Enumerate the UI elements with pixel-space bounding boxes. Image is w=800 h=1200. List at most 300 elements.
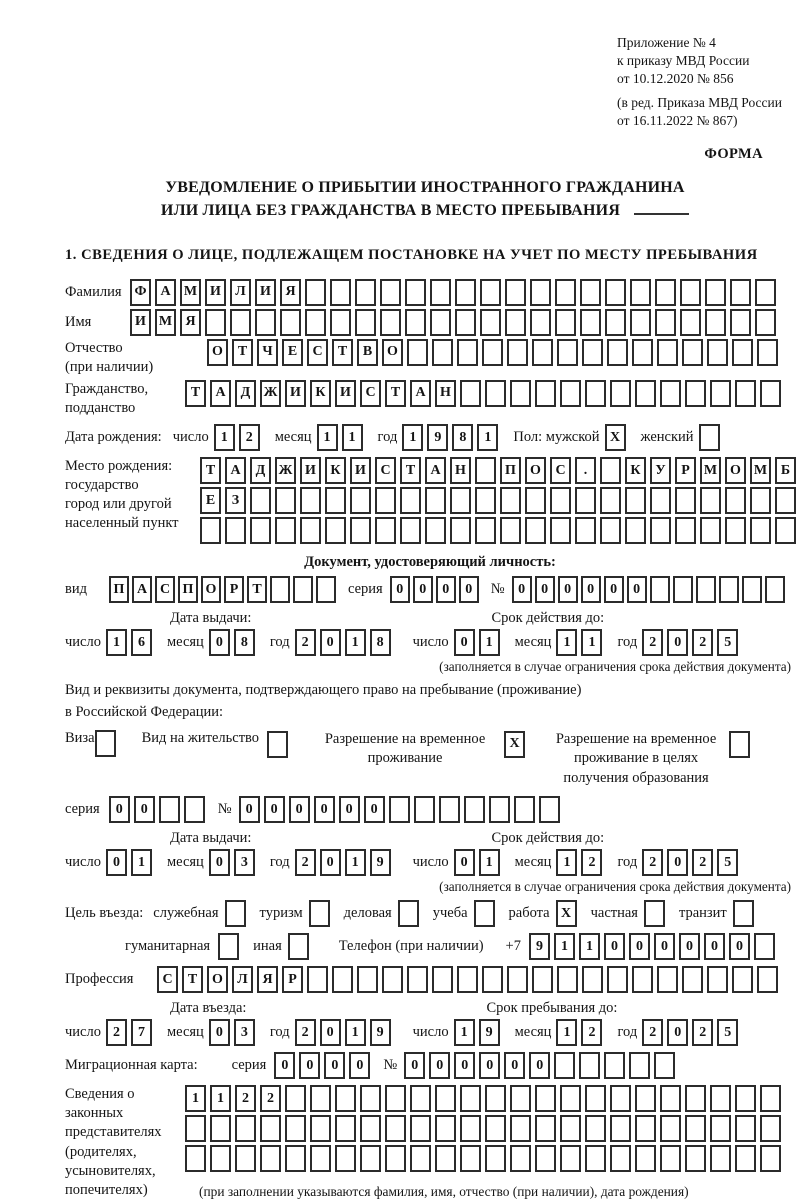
char-box[interactable] bbox=[435, 1115, 456, 1142]
char-box[interactable]: 0 bbox=[667, 629, 688, 656]
char-box[interactable]: П bbox=[109, 576, 129, 603]
char-box[interactable]: 5 bbox=[717, 849, 738, 876]
char-box[interactable] bbox=[765, 576, 785, 603]
char-box[interactable]: А bbox=[425, 457, 446, 484]
char-box[interactable] bbox=[275, 487, 296, 514]
char-box[interactable]: X bbox=[504, 731, 525, 758]
char-box[interactable]: 0 bbox=[109, 796, 130, 823]
char-box[interactable] bbox=[575, 487, 596, 514]
char-box[interactable] bbox=[675, 517, 696, 544]
char-box[interactable] bbox=[400, 487, 421, 514]
char-box[interactable] bbox=[555, 309, 576, 336]
char-box[interactable] bbox=[407, 339, 428, 366]
char-box[interactable] bbox=[557, 966, 578, 993]
char-box[interactable]: 0 bbox=[581, 576, 601, 603]
char-box[interactable]: 0 bbox=[667, 849, 688, 876]
char-box[interactable]: 0 bbox=[558, 576, 578, 603]
char-box[interactable]: Ж bbox=[260, 380, 281, 407]
char-box[interactable] bbox=[430, 279, 451, 306]
char-box[interactable]: X bbox=[605, 424, 626, 451]
purpose-other-checkbox[interactable] bbox=[288, 933, 313, 960]
char-box[interactable] bbox=[710, 1115, 731, 1142]
char-box[interactable] bbox=[705, 309, 726, 336]
char-box[interactable] bbox=[405, 309, 426, 336]
char-box[interactable]: 0 bbox=[729, 933, 750, 960]
char-box[interactable]: О bbox=[525, 457, 546, 484]
char-box[interactable] bbox=[560, 1145, 581, 1172]
char-box[interactable] bbox=[660, 1085, 681, 1112]
char-box[interactable]: И bbox=[335, 380, 356, 407]
char-box[interactable]: 2 bbox=[692, 1019, 713, 1046]
char-box[interactable]: 5 bbox=[717, 1019, 738, 1046]
char-box[interactable] bbox=[185, 1115, 206, 1142]
char-box[interactable] bbox=[485, 1115, 506, 1142]
char-box[interactable] bbox=[375, 487, 396, 514]
char-box[interactable]: Н bbox=[435, 380, 456, 407]
char-box[interactable]: И bbox=[205, 279, 226, 306]
char-box[interactable]: 6 bbox=[131, 629, 152, 656]
char-box[interactable] bbox=[250, 517, 271, 544]
char-box[interactable] bbox=[385, 1145, 406, 1172]
char-box[interactable] bbox=[729, 731, 750, 758]
char-box[interactable]: П bbox=[178, 576, 198, 603]
char-box[interactable] bbox=[582, 966, 603, 993]
char-box[interactable] bbox=[260, 1145, 281, 1172]
char-box[interactable]: 0 bbox=[209, 629, 230, 656]
char-box[interactable] bbox=[457, 339, 478, 366]
char-box[interactable] bbox=[710, 1085, 731, 1112]
char-box[interactable] bbox=[685, 1115, 706, 1142]
char-box[interactable] bbox=[733, 900, 754, 927]
char-box[interactable] bbox=[350, 487, 371, 514]
char-box[interactable]: О bbox=[207, 966, 228, 993]
residence-permit-checkbox[interactable] bbox=[267, 731, 292, 758]
purpose-tourism-checkbox[interactable] bbox=[309, 900, 334, 927]
char-box[interactable]: 0 bbox=[454, 1052, 475, 1079]
char-box[interactable]: . bbox=[575, 457, 596, 484]
char-box[interactable] bbox=[310, 1115, 331, 1142]
char-box[interactable] bbox=[760, 1085, 781, 1112]
char-box[interactable] bbox=[632, 339, 653, 366]
char-box[interactable] bbox=[270, 576, 290, 603]
char-box[interactable] bbox=[489, 796, 510, 823]
char-box[interactable] bbox=[560, 1085, 581, 1112]
char-box[interactable] bbox=[610, 1145, 631, 1172]
char-box[interactable] bbox=[700, 517, 721, 544]
char-box[interactable]: 2 bbox=[642, 849, 663, 876]
char-box[interactable] bbox=[555, 279, 576, 306]
char-box[interactable]: Т bbox=[400, 457, 421, 484]
char-box[interactable] bbox=[585, 1085, 606, 1112]
char-box[interactable] bbox=[760, 1115, 781, 1142]
char-box[interactable] bbox=[430, 309, 451, 336]
char-box[interactable] bbox=[742, 576, 762, 603]
char-box[interactable]: 0 bbox=[239, 796, 260, 823]
char-box[interactable]: 1 bbox=[454, 1019, 475, 1046]
char-box[interactable]: 2 bbox=[642, 1019, 663, 1046]
char-box[interactable] bbox=[285, 1145, 306, 1172]
char-box[interactable] bbox=[630, 309, 651, 336]
char-box[interactable] bbox=[757, 966, 778, 993]
char-box[interactable]: У bbox=[650, 457, 671, 484]
char-box[interactable] bbox=[330, 279, 351, 306]
char-box[interactable] bbox=[696, 576, 716, 603]
char-box[interactable] bbox=[335, 1145, 356, 1172]
char-box[interactable] bbox=[735, 1085, 756, 1112]
char-box[interactable]: С bbox=[155, 576, 175, 603]
char-box[interactable] bbox=[355, 279, 376, 306]
char-box[interactable]: И bbox=[350, 457, 371, 484]
char-box[interactable]: 0 bbox=[274, 1052, 295, 1079]
char-box[interactable] bbox=[730, 279, 751, 306]
char-box[interactable]: 8 bbox=[234, 629, 255, 656]
char-box[interactable] bbox=[732, 966, 753, 993]
char-box[interactable] bbox=[699, 424, 720, 451]
char-box[interactable] bbox=[732, 339, 753, 366]
char-box[interactable] bbox=[260, 1115, 281, 1142]
char-box[interactable] bbox=[775, 487, 796, 514]
char-box[interactable] bbox=[735, 1115, 756, 1142]
char-box[interactable] bbox=[575, 517, 596, 544]
char-box[interactable]: И bbox=[255, 279, 276, 306]
char-box[interactable]: 1 bbox=[214, 424, 235, 451]
char-box[interactable]: 0 bbox=[604, 576, 624, 603]
char-box[interactable] bbox=[288, 933, 309, 960]
temp-residence-checkbox[interactable] bbox=[504, 731, 529, 758]
char-box[interactable]: Я bbox=[280, 279, 301, 306]
char-box[interactable]: М bbox=[700, 457, 721, 484]
char-box[interactable]: 0 bbox=[264, 796, 285, 823]
char-box[interactable] bbox=[460, 1145, 481, 1172]
char-box[interactable]: 0 bbox=[324, 1052, 345, 1079]
char-box[interactable] bbox=[625, 517, 646, 544]
char-box[interactable]: Ж bbox=[275, 457, 296, 484]
char-box[interactable] bbox=[755, 279, 776, 306]
char-box[interactable]: И bbox=[300, 457, 321, 484]
char-box[interactable]: С bbox=[157, 966, 178, 993]
char-box[interactable]: Д bbox=[250, 457, 271, 484]
char-box[interactable] bbox=[680, 279, 701, 306]
char-box[interactable] bbox=[325, 487, 346, 514]
char-box[interactable]: С bbox=[550, 457, 571, 484]
char-box[interactable] bbox=[635, 1115, 656, 1142]
char-box[interactable]: 1 bbox=[106, 629, 127, 656]
char-box[interactable] bbox=[380, 279, 401, 306]
char-box[interactable] bbox=[382, 966, 403, 993]
char-box[interactable]: 0 bbox=[454, 849, 475, 876]
char-box[interactable] bbox=[455, 309, 476, 336]
visa-checkbox[interactable] bbox=[95, 730, 120, 757]
char-box[interactable] bbox=[604, 1052, 625, 1079]
sex-female-checkbox[interactable] bbox=[699, 424, 724, 451]
char-box[interactable] bbox=[510, 1145, 531, 1172]
char-box[interactable] bbox=[385, 1085, 406, 1112]
char-box[interactable] bbox=[585, 1145, 606, 1172]
char-box[interactable] bbox=[550, 487, 571, 514]
char-box[interactable] bbox=[210, 1145, 231, 1172]
char-box[interactable]: К bbox=[325, 457, 346, 484]
char-box[interactable] bbox=[414, 796, 435, 823]
char-box[interactable]: 0 bbox=[320, 629, 341, 656]
char-box[interactable] bbox=[630, 279, 651, 306]
char-box[interactable]: 2 bbox=[106, 1019, 127, 1046]
char-box[interactable] bbox=[610, 1085, 631, 1112]
char-box[interactable]: Р bbox=[282, 966, 303, 993]
char-box[interactable]: 1 bbox=[342, 424, 363, 451]
char-box[interactable] bbox=[250, 487, 271, 514]
char-box[interactable]: 1 bbox=[554, 933, 575, 960]
char-box[interactable]: 9 bbox=[370, 1019, 391, 1046]
char-box[interactable]: 1 bbox=[345, 1019, 366, 1046]
char-box[interactable] bbox=[700, 487, 721, 514]
char-box[interactable]: К bbox=[310, 380, 331, 407]
char-box[interactable]: 2 bbox=[295, 1019, 316, 1046]
char-box[interactable] bbox=[300, 487, 321, 514]
char-box[interactable] bbox=[750, 517, 771, 544]
char-box[interactable]: X bbox=[556, 900, 577, 927]
char-box[interactable] bbox=[755, 309, 776, 336]
char-box[interactable] bbox=[605, 309, 626, 336]
char-box[interactable] bbox=[725, 487, 746, 514]
char-box[interactable] bbox=[389, 796, 410, 823]
char-box[interactable] bbox=[754, 933, 775, 960]
char-box[interactable]: О bbox=[207, 339, 228, 366]
char-box[interactable]: 0 bbox=[704, 933, 725, 960]
char-box[interactable]: А bbox=[210, 380, 231, 407]
char-box[interactable] bbox=[607, 339, 628, 366]
char-box[interactable]: Н bbox=[450, 457, 471, 484]
char-box[interactable]: 2 bbox=[235, 1085, 256, 1112]
char-box[interactable] bbox=[460, 1085, 481, 1112]
char-box[interactable] bbox=[95, 730, 116, 757]
char-box[interactable] bbox=[600, 487, 621, 514]
char-box[interactable] bbox=[380, 309, 401, 336]
char-box[interactable] bbox=[535, 1145, 556, 1172]
char-box[interactable] bbox=[685, 1085, 706, 1112]
char-box[interactable]: М bbox=[180, 279, 201, 306]
char-box[interactable] bbox=[485, 1145, 506, 1172]
char-box[interactable] bbox=[485, 1085, 506, 1112]
char-box[interactable]: Т bbox=[200, 457, 221, 484]
char-box[interactable] bbox=[644, 900, 665, 927]
char-box[interactable] bbox=[532, 339, 553, 366]
char-box[interactable] bbox=[660, 1145, 681, 1172]
char-box[interactable] bbox=[210, 1115, 231, 1142]
char-box[interactable]: 1 bbox=[556, 1019, 577, 1046]
char-box[interactable]: 2 bbox=[581, 1019, 602, 1046]
char-box[interactable] bbox=[335, 1085, 356, 1112]
char-box[interactable] bbox=[425, 517, 446, 544]
char-box[interactable] bbox=[650, 517, 671, 544]
char-box[interactable] bbox=[455, 279, 476, 306]
char-box[interactable] bbox=[625, 487, 646, 514]
char-box[interactable]: 0 bbox=[134, 796, 155, 823]
char-box[interactable] bbox=[309, 900, 330, 927]
char-box[interactable]: 7 bbox=[131, 1019, 152, 1046]
char-box[interactable]: Т bbox=[385, 380, 406, 407]
char-box[interactable] bbox=[605, 279, 626, 306]
char-box[interactable]: 5 bbox=[717, 629, 738, 656]
char-box[interactable]: Ф bbox=[130, 279, 151, 306]
char-box[interactable]: С bbox=[360, 380, 381, 407]
char-box[interactable] bbox=[682, 339, 703, 366]
char-box[interactable] bbox=[405, 279, 426, 306]
char-box[interactable]: 0 bbox=[314, 796, 335, 823]
char-box[interactable]: 0 bbox=[320, 1019, 341, 1046]
char-box[interactable]: 2 bbox=[295, 629, 316, 656]
char-box[interactable]: 1 bbox=[556, 849, 577, 876]
char-box[interactable]: 0 bbox=[454, 629, 475, 656]
char-box[interactable] bbox=[464, 796, 485, 823]
char-box[interactable]: Л bbox=[232, 966, 253, 993]
char-box[interactable] bbox=[432, 966, 453, 993]
char-box[interactable] bbox=[660, 1115, 681, 1142]
purpose-business-checkbox[interactable] bbox=[398, 900, 423, 927]
char-box[interactable] bbox=[435, 1085, 456, 1112]
char-box[interactable]: Д bbox=[235, 380, 256, 407]
char-box[interactable]: 1 bbox=[185, 1085, 206, 1112]
char-box[interactable]: 0 bbox=[627, 576, 647, 603]
char-box[interactable] bbox=[460, 380, 481, 407]
char-box[interactable]: 1 bbox=[210, 1085, 231, 1112]
char-box[interactable]: Т bbox=[232, 339, 253, 366]
char-box[interactable]: К bbox=[625, 457, 646, 484]
char-box[interactable] bbox=[510, 380, 531, 407]
char-box[interactable] bbox=[375, 517, 396, 544]
char-box[interactable]: Я bbox=[180, 309, 201, 336]
char-box[interactable] bbox=[530, 279, 551, 306]
char-box[interactable]: 3 bbox=[234, 1019, 255, 1046]
char-box[interactable]: М bbox=[750, 457, 771, 484]
char-box[interactable] bbox=[159, 796, 180, 823]
sex-male-checkbox[interactable] bbox=[605, 424, 630, 451]
char-box[interactable]: 0 bbox=[667, 1019, 688, 1046]
char-box[interactable] bbox=[450, 517, 471, 544]
char-box[interactable] bbox=[775, 517, 796, 544]
char-box[interactable] bbox=[760, 1145, 781, 1172]
char-box[interactable] bbox=[557, 339, 578, 366]
char-box[interactable] bbox=[635, 1145, 656, 1172]
char-box[interactable]: 9 bbox=[427, 424, 448, 451]
char-box[interactable]: Е bbox=[200, 487, 221, 514]
char-box[interactable]: 0 bbox=[529, 1052, 550, 1079]
char-box[interactable] bbox=[255, 309, 276, 336]
char-box[interactable] bbox=[757, 339, 778, 366]
temp-residence-education-checkbox[interactable] bbox=[729, 731, 754, 758]
char-box[interactable]: 0 bbox=[106, 849, 127, 876]
char-box[interactable]: О bbox=[201, 576, 221, 603]
char-box[interactable] bbox=[705, 279, 726, 306]
char-box[interactable] bbox=[505, 309, 526, 336]
purpose-transit-checkbox[interactable] bbox=[733, 900, 758, 927]
char-box[interactable]: 0 bbox=[629, 933, 650, 960]
char-box[interactable] bbox=[285, 1115, 306, 1142]
char-box[interactable]: И bbox=[130, 309, 151, 336]
char-box[interactable]: Б bbox=[775, 457, 796, 484]
char-box[interactable] bbox=[675, 487, 696, 514]
char-box[interactable]: М bbox=[155, 309, 176, 336]
char-box[interactable]: 0 bbox=[320, 849, 341, 876]
char-box[interactable] bbox=[184, 796, 205, 823]
char-box[interactable]: 1 bbox=[479, 849, 500, 876]
char-box[interactable] bbox=[482, 339, 503, 366]
char-box[interactable] bbox=[439, 796, 460, 823]
char-box[interactable] bbox=[425, 487, 446, 514]
char-box[interactable]: 1 bbox=[317, 424, 338, 451]
char-box[interactable] bbox=[685, 380, 706, 407]
char-box[interactable] bbox=[407, 966, 428, 993]
char-box[interactable] bbox=[525, 487, 546, 514]
char-box[interactable] bbox=[719, 576, 739, 603]
char-box[interactable]: С bbox=[375, 457, 396, 484]
char-box[interactable]: 2 bbox=[692, 629, 713, 656]
char-box[interactable] bbox=[582, 339, 603, 366]
char-box[interactable]: 0 bbox=[604, 933, 625, 960]
char-box[interactable]: 2 bbox=[692, 849, 713, 876]
purpose-humanitarian-checkbox[interactable] bbox=[218, 933, 243, 960]
char-box[interactable] bbox=[230, 309, 251, 336]
char-box[interactable]: Т bbox=[247, 576, 267, 603]
char-box[interactable] bbox=[474, 900, 495, 927]
char-box[interactable] bbox=[707, 339, 728, 366]
char-box[interactable] bbox=[350, 517, 371, 544]
char-box[interactable]: О bbox=[725, 457, 746, 484]
char-box[interactable]: 0 bbox=[349, 1052, 370, 1079]
char-box[interactable]: 0 bbox=[479, 1052, 500, 1079]
purpose-private-checkbox[interactable] bbox=[644, 900, 669, 927]
char-box[interactable] bbox=[355, 309, 376, 336]
char-box[interactable] bbox=[475, 487, 496, 514]
char-box[interactable] bbox=[400, 517, 421, 544]
char-box[interactable] bbox=[280, 309, 301, 336]
char-box[interactable] bbox=[357, 966, 378, 993]
char-box[interactable] bbox=[360, 1085, 381, 1112]
char-box[interactable] bbox=[750, 487, 771, 514]
char-box[interactable]: 0 bbox=[390, 576, 410, 603]
char-box[interactable]: Т bbox=[332, 339, 353, 366]
char-box[interactable] bbox=[450, 487, 471, 514]
char-box[interactable]: А bbox=[155, 279, 176, 306]
char-box[interactable]: 8 bbox=[452, 424, 473, 451]
char-box[interactable] bbox=[275, 517, 296, 544]
char-box[interactable]: 0 bbox=[436, 576, 456, 603]
char-box[interactable] bbox=[707, 966, 728, 993]
char-box[interactable] bbox=[530, 309, 551, 336]
char-box[interactable] bbox=[310, 1145, 331, 1172]
char-box[interactable] bbox=[610, 1115, 631, 1142]
char-box[interactable]: А bbox=[132, 576, 152, 603]
char-box[interactable] bbox=[475, 517, 496, 544]
char-box[interactable] bbox=[539, 796, 560, 823]
char-box[interactable] bbox=[710, 380, 731, 407]
char-box[interactable]: 2 bbox=[581, 849, 602, 876]
char-box[interactable] bbox=[460, 1115, 481, 1142]
char-box[interactable]: А bbox=[410, 380, 431, 407]
char-box[interactable] bbox=[525, 517, 546, 544]
char-box[interactable]: С bbox=[307, 339, 328, 366]
char-box[interactable] bbox=[410, 1085, 431, 1112]
char-box[interactable]: 0 bbox=[679, 933, 700, 960]
char-box[interactable] bbox=[435, 1145, 456, 1172]
char-box[interactable] bbox=[657, 339, 678, 366]
purpose-official-checkbox[interactable] bbox=[225, 900, 250, 927]
char-box[interactable] bbox=[650, 576, 670, 603]
char-box[interactable] bbox=[300, 517, 321, 544]
char-box[interactable] bbox=[410, 1115, 431, 1142]
char-box[interactable] bbox=[457, 966, 478, 993]
char-box[interactable] bbox=[710, 1145, 731, 1172]
char-box[interactable] bbox=[725, 517, 746, 544]
